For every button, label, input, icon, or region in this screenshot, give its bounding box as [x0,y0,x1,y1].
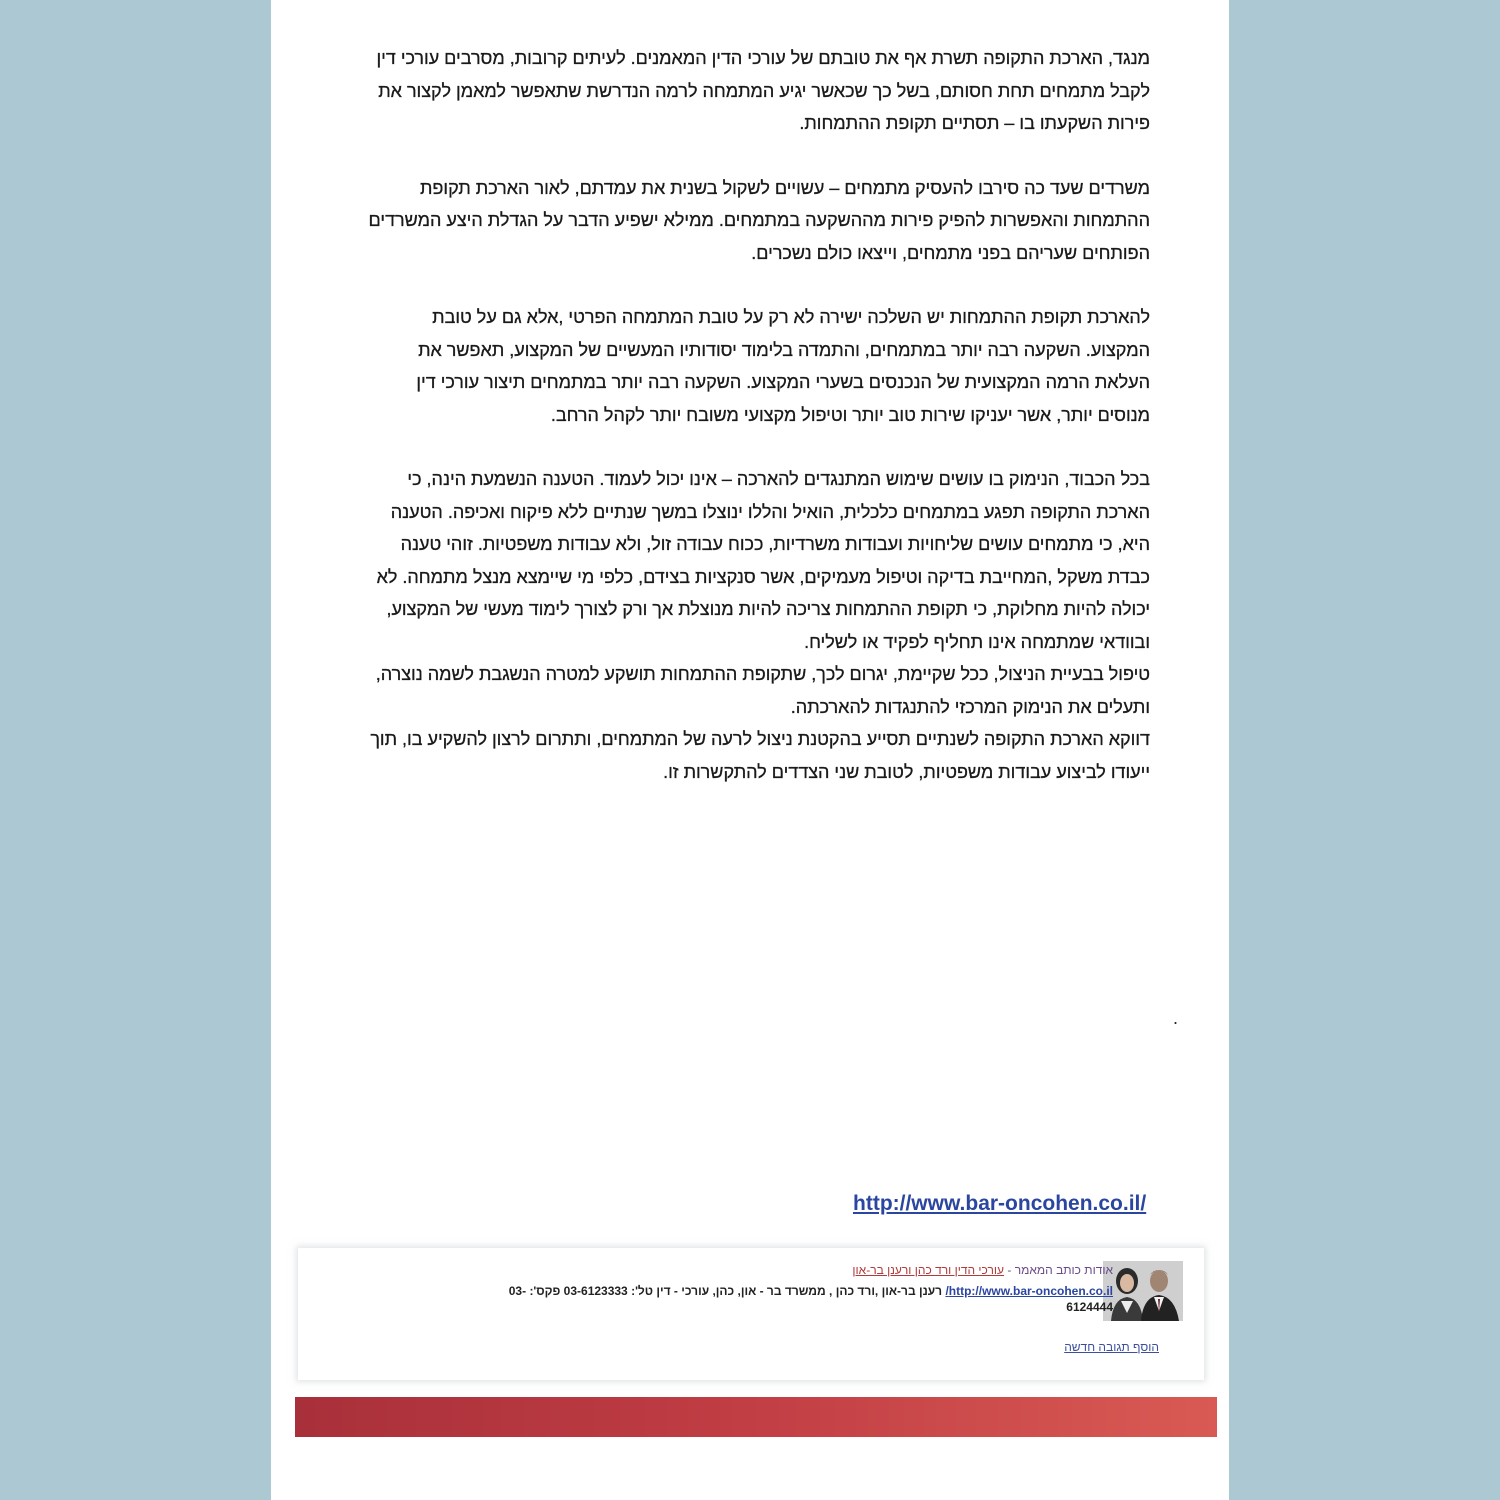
article-paragraph-4: בכל הכבוד, הנימוק בו עושים שימוש המתנגדים להארכה – אינו יכול לעמוד. הטענה הנשמעת הינה, כי הארכת התקופה תפגע במתמחים כלכלית, הואיל והללו ינוצלו במשך שנתיים ללא פיקוח ואכיפה. הטענה היא, כי מתמחים עושים שליחויות ועבודות משרדיות, ככוח עבודה זול, ולא עבודות משפטיות. זוהי טענה כבדת משקל ,המחייבת בדיקה וטיפול מעמיקים, אשר סנקציות בצידם, כלפי מי שיימצא מנצל מתמחה. לא יכולה להיות מחלוקת, כי תקופת ההתמחות צריכה להיות מנוצלת אך ורק לצורך לימוד מעשי של המקצוע, ובוודאי שמתמחה אינו תחליף לפקיד או לשליח. [376,469,1150,652]
article-paragraph-5: טיפול בבעיית הניצול, ככל שקיימת, יגרום לכך, שתקופת ההתמחות תושקע למטרה הנשגבת לשמה נוצרה, ותעלים את הנימוק המרכזי להתנגדות להארכתה. [375,664,1150,717]
add-reply-link[interactable]: הוסף תגובה חדשה [1064,1340,1159,1354]
footer-red-bar [295,1397,1217,1437]
author-details-text: רענן בר-און ,ורד כהן , ממשרד בר - און, כהן, עורכי - דין טל': 03-6123333 פקס': -03 [508,1284,943,1298]
author-details-continued: 6124444 [1066,1300,1113,1314]
article-body [364,42,1150,788]
article-paragraph-1: מנגד, הארכת התקופה תשרת אף את טובתם של עורכי הדין המאמנים. לעיתים קרובות, מסרבים עורכי דין לקבל מתמחים תחת חסותם, בשל כך שכאשר יגיע המתמחה לרמה הנדרשת שתאפשר למאמן לקצור את פירות השקעתו בו – תסתיים תקופת ההתמחות. [376,48,1150,133]
author-heading [852,1263,1113,1277]
author-details [509,1284,1113,1298]
article-paragraph-6: דווקא הארכת התקופה לשנתיים תסייע בהקטנת ניצול לרעה של המתמחים, ותתרום לרצון להשקיע בו, תוך ייעודו לביצוע עבודות משפטיות, לטובת שני הצדדים להתקשרות זו. [370,729,1150,782]
author-photo [1103,1261,1183,1321]
author-names-link[interactable]: עורכי הדין ורד כהן ורענן בר-און [852,1263,1005,1277]
article-paragraph-2: משרדים שעד כה סירבו להעסיק מתמחים – עשויים לשקול בשנית את עמדתם, לאור הארכת תקופת ההתמחות והאפשרות להפיק פירות מההשקעה במתמחים. ממילא ישפיע הדבר על הגדלת היצע המשרדים הפותחים שעריהם בפני מתמחים, וייצאו כולם נשכרים. [368,177,1150,263]
author-site-link[interactable]: http://www.bar-oncohen.co.il/ [945,1284,1113,1298]
website-link[interactable]: http://www.bar-oncohen.co.il/ [853,1192,1147,1215]
author-box [298,1248,1204,1380]
author-about-label: אודות כותב המאמר - [1007,1263,1113,1277]
stray-mark: . [1173,1008,1179,1028]
article-paragraph-3: להארכת תקופת ההתמחות יש השלכה ישירה לא רק על טובת המתמחה הפרטי ,אלא גם על טובת המקצוע. השקעה רבה יותר במתמחים, והתמדה בלימוד יסודותיו המעשיים של המקצוע, תאפשר את העלאת הרמה המקצועית של הנכנסים בשערי המקצוע. השקעה רבה יותר במתמחים תיצור עורכי דין מנוסים יותר, אשר יעניקו שירות טוב יותר וטיפול מקצועי משובח יותר לקהל הרחב. [416,307,1150,425]
document-page [271,0,1229,1500]
